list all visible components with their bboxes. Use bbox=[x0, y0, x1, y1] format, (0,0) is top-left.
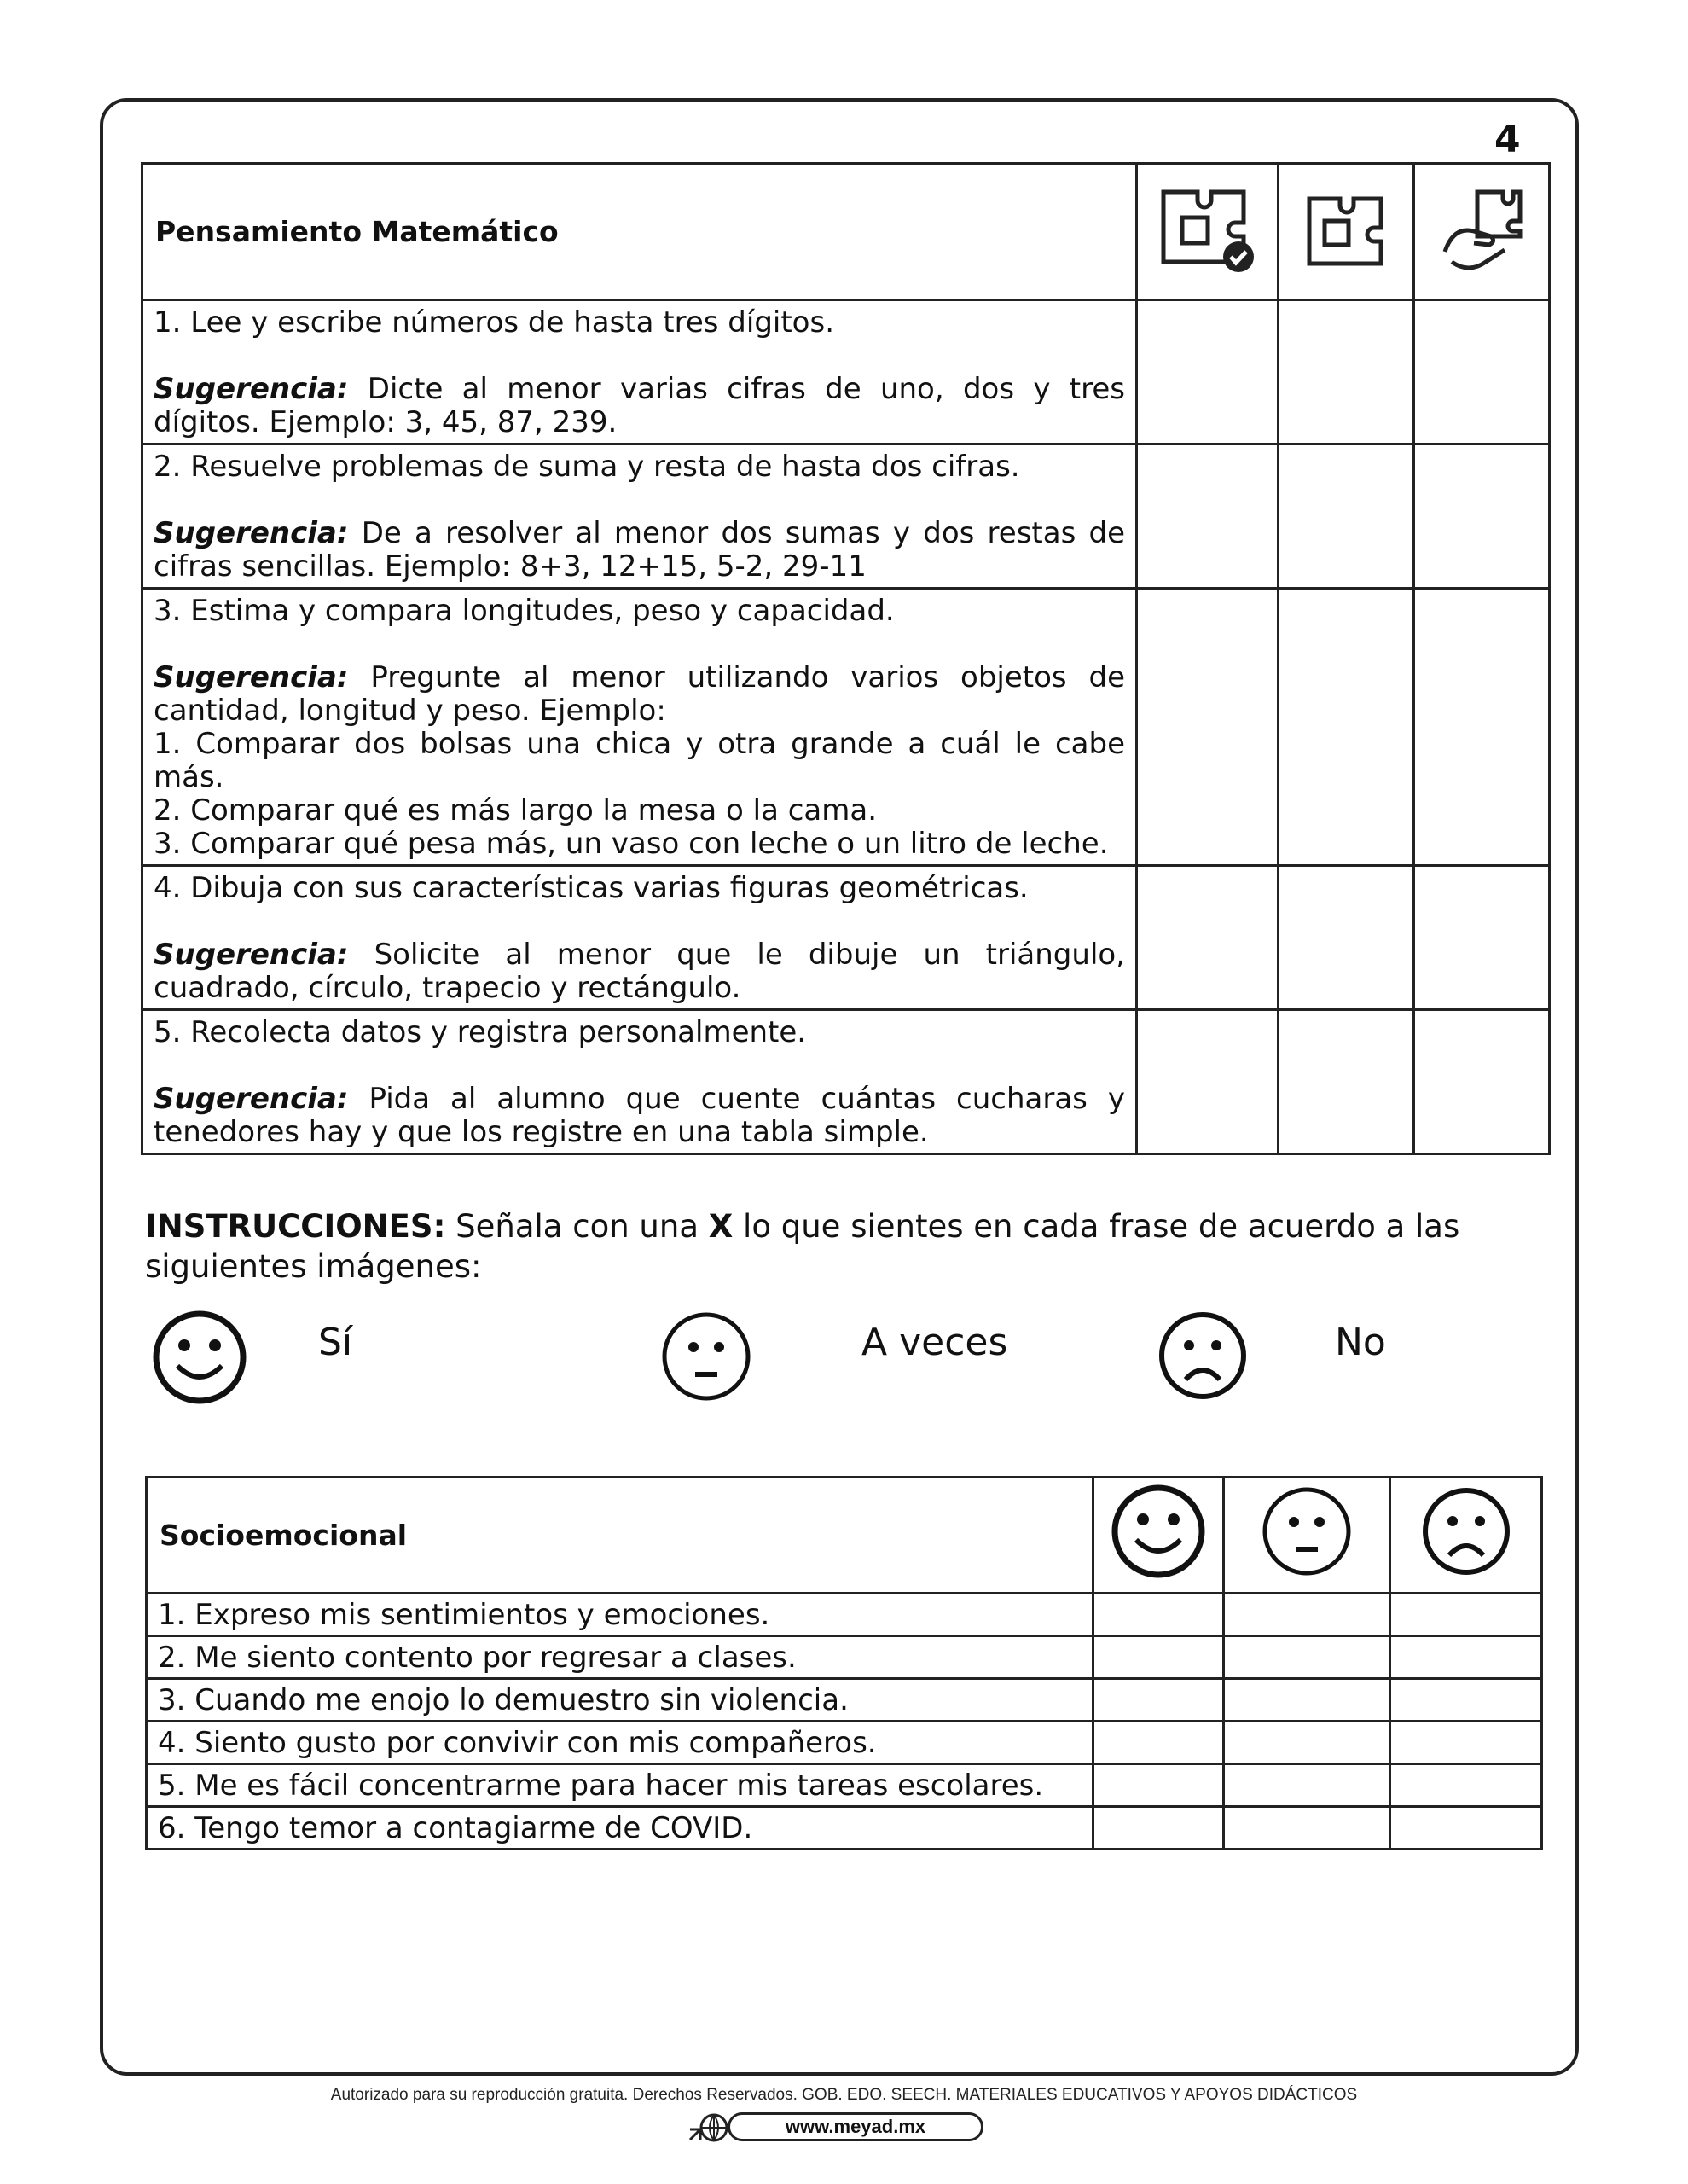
math-check-cell[interactable] bbox=[1414, 589, 1550, 866]
socio-check-cell[interactable] bbox=[1390, 1764, 1542, 1807]
socio-check-cell[interactable] bbox=[1224, 1594, 1390, 1636]
socio-check-cell[interactable] bbox=[1093, 1807, 1224, 1850]
math-check-cell[interactable] bbox=[1279, 300, 1414, 444]
math-check-cell[interactable] bbox=[1279, 444, 1414, 589]
legend-label-no: No bbox=[1335, 1321, 1386, 1364]
instructions: INSTRUCCIONES: Señala con una X lo que sientes en cada frase de acuerdo a las siguientes imágenes: bbox=[145, 1208, 1460, 1285]
website-link[interactable]: www.meyad.mx bbox=[728, 2112, 983, 2141]
page-number: 4 bbox=[1494, 118, 1521, 161]
math-table-title: Pensamiento Matemático bbox=[142, 164, 1137, 300]
socio-statement-1: 1. Expreso mis sentimientos y emociones. bbox=[147, 1594, 1093, 1636]
socio-check-cell[interactable] bbox=[1390, 1636, 1542, 1679]
socio-statement-3: 3. Cuando me enojo lo demuestro sin violencia. bbox=[147, 1679, 1093, 1722]
socio-check-cell[interactable] bbox=[1093, 1722, 1224, 1764]
happy-face-icon bbox=[152, 1310, 247, 1405]
neutral-face-icon bbox=[661, 1311, 751, 1402]
sad-face-icon bbox=[1158, 1311, 1247, 1400]
math-criterion-2: 2. Resuelve problemas de suma y resta de hasta dos cifras. Sugerencia: De a resolver al menor dos sumas y dos restas de cifras sencillas. Ejemplo: 8+3, 12+15, 5-2, 29-11 bbox=[142, 444, 1137, 589]
legend-label-sometimes: A veces bbox=[861, 1321, 1008, 1364]
math-criterion-5: 5. Recolecta datos y registra personalmente. Sugerencia: Pida al alumno que cuente cuántas cucharas y tenedores hay y que los registre en una tabla simple. bbox=[142, 1010, 1137, 1154]
socio-check-cell[interactable] bbox=[1390, 1807, 1542, 1850]
socio-check-cell[interactable] bbox=[1390, 1594, 1542, 1636]
socio-check-cell[interactable] bbox=[1390, 1679, 1542, 1722]
neutral-face-icon bbox=[1262, 1486, 1352, 1577]
socio-check-cell[interactable] bbox=[1093, 1636, 1224, 1679]
socio-check-cell[interactable] bbox=[1093, 1764, 1224, 1807]
socio-check-cell[interactable] bbox=[1093, 1594, 1224, 1636]
socio-statement-4: 4. Siento gusto por convivir con mis compañeros. bbox=[147, 1722, 1093, 1764]
math-check-cell[interactable] bbox=[1137, 1010, 1279, 1154]
socio-table-title: Socioemocional bbox=[147, 1478, 1093, 1594]
math-check-cell[interactable] bbox=[1414, 300, 1550, 444]
socio-statement-5: 5. Me es fácil concentrarme para hacer mis tareas escolares. bbox=[147, 1764, 1093, 1807]
socioemotional-table bbox=[145, 1476, 1543, 1850]
sad-face-icon bbox=[1422, 1487, 1511, 1576]
math-check-cell[interactable] bbox=[1279, 866, 1414, 1010]
puzzle-complete-check-icon bbox=[1157, 183, 1259, 277]
math-criterion-1: 1. Lee y escribe números de hasta tres dígitos. Sugerencia: Dicte al menor varias cifras de uno, dos y tres dígitos. Ejemplo: 3, 45, 87, 239. bbox=[142, 300, 1137, 444]
socio-check-cell[interactable] bbox=[1093, 1679, 1224, 1722]
socio-check-cell[interactable] bbox=[1224, 1636, 1390, 1679]
math-criterion-3: 3. Estima y compara longitudes, peso y capacidad. Sugerencia: Pregunte al menor utilizando varios objetos de cantidad, longitud y peso. Ejemplo: 1. Comparar dos bolsas una chica y otra grande a cuál le cabe más. 2. Comparar qué es más largo la mesa o la cama. 3. Comparar qué pesa más, un vaso con leche o un litro de leche. bbox=[142, 589, 1137, 866]
socio-check-cell[interactable] bbox=[1224, 1722, 1390, 1764]
socio-statement-2: 2. Me siento contento por regresar a clases. bbox=[147, 1636, 1093, 1679]
socio-statement-6: 6. Tengo temor a contagiarme de COVID. bbox=[147, 1807, 1093, 1850]
socio-check-cell[interactable] bbox=[1390, 1722, 1542, 1764]
math-check-cell[interactable] bbox=[1137, 444, 1279, 589]
puzzle-pieces-icon bbox=[1299, 183, 1393, 277]
socio-check-cell[interactable] bbox=[1224, 1764, 1390, 1807]
math-criterion-4: 4. Dibuja con sus características varias figuras geométricas. Sugerencia: Solicite al menor que le dibuje un triángulo, cuadrado, círculo, trapecio y rectángulo. bbox=[142, 866, 1137, 1010]
math-check-cell[interactable] bbox=[1137, 866, 1279, 1010]
math-check-cell[interactable] bbox=[1279, 589, 1414, 866]
legend-label-yes: Sí bbox=[318, 1321, 353, 1364]
math-check-cell[interactable] bbox=[1137, 300, 1279, 444]
math-check-cell[interactable] bbox=[1414, 444, 1550, 589]
socio-check-cell[interactable] bbox=[1224, 1807, 1390, 1850]
math-check-cell[interactable] bbox=[1414, 866, 1550, 1010]
footer-rights-text: Autorizado para su reproducción gratuita. Derechos Reservados. GOB. EDO. SEECH. MATERIALES EDUCATIVOS Y APOYOS DIDÁCTICOS bbox=[330, 2086, 1358, 2104]
happy-face-icon bbox=[1111, 1484, 1206, 1579]
hand-holding-puzzle-piece-icon bbox=[1435, 183, 1528, 277]
math-check-cell[interactable] bbox=[1414, 1010, 1550, 1154]
globe-cursor-icon bbox=[687, 2111, 731, 2145]
socio-check-cell[interactable] bbox=[1224, 1679, 1390, 1722]
math-check-cell[interactable] bbox=[1279, 1010, 1414, 1154]
math-check-cell[interactable] bbox=[1137, 589, 1279, 866]
math-assessment-table bbox=[141, 162, 1551, 1155]
